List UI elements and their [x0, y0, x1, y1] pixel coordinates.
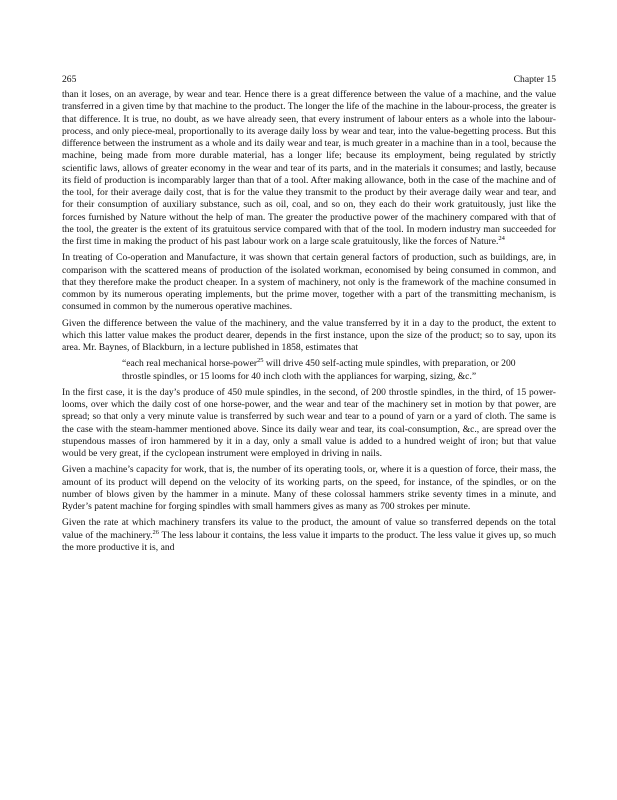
paragraph-2-text: In treating of Co-operation and Manufacture, it was shown that certain general factors of production, such as buildings, are, in comparison with the scattered means of production of the isolated workman, economised by being consumed in common, and that they therefore make the product cheaper. In a system of machinery, not only is the framework of the machine consumed in common by its numerous operating implements, but the prime mover, together with a part of the transmitting mechanism, is consumed in common by the numerous operative machines. [62, 252, 556, 313]
block-quote [62, 358, 556, 383]
paragraph-1 [62, 89, 556, 248]
page-number: 265 [62, 74, 77, 85]
paragraph-4-text: In the first case, it is the day’s produce of 450 mule spindles, in the second, of 200 throstle spindles, in the third, of 15 power-looms, over which the daily cost of one horse-power, and the wear and tear of the machinery set in motion by that power, are spread; so that only a very minute value is transferred by such wear and tear to a pound of yarn or a yard of cloth. The same is the case with the steam-hammer mentioned above. Since its daily wear and tear, its coal-consumption, &c., are spread over the stupendous masses of iron hammered by it in a day, only a small value is added to a hundred weight of iron; but that value would be very great, if the cyclopean instrument were employed in driving in nails. [62, 386, 556, 459]
footnote-ref-25[interactable]: 25 [257, 357, 264, 365]
page-header [62, 74, 556, 85]
paragraph-2 [62, 252, 556, 313]
paragraph-3-text: Given the difference between the value of the machinery, and the value transferred by it in a day to the product, the extent to which this latter value makes the product dearer, depends in the first instance, upon the size of the product; so to say, upon its area. Mr. Baynes, of Blackburn, in a lecture published in 1858, estimates that [62, 317, 556, 353]
paragraph-6-text-start: Given the rate at which machinery transfers its value to the product, the amount of value so transferred depends on the total value of the machinery. [62, 517, 556, 541]
paragraph-1-text: than it loses, on an average, by wear and tear. Hence there is a great difference between the value of a machine, and the value transferred in a given time by that machine to the product. The longer the life of the machine in the labour-process, the greater is that difference. It is true, no doubt, as we have already seen, that every instrument of labour enters as a whole into the labour-process, and only piece-meal, proportionally to its average daily loss by wear and tear, into the value-begetting process. But this difference between the instrument as a whole and its daily wear and tear, is much greater in a machine than in a tool, because the machine, being made from more durable material, has a longer life; because its employment, being regulated by strictly scientific laws, allows of greater economy in the wear and tear of its parts, and in the materials it consumes; and lastly, because its field of production is incomparably larger than that of a tool. After making allowance, both in the case of the machine and of the tool, for their average daily cost, that is for the value they transmit to the product by their average daily wear and tear, and for their consumption of auxiliary substance, such as oil, coal, and so on, they each do their work gratuitously, just like the forces furnished by Nature without the help of man. The greater the productive power of the machinery compared with that of the tool, the greater is the extent of its gratuitous service compared with that of the tool. In modern industry man succeeded for the first time in making the product of his past labour work on a large scale gratuitously, like the forces of Nature. [62, 89, 556, 247]
footnote-ref-26[interactable]: 26 [152, 528, 160, 536]
quote-text-start: “each real mechanical horse-power [122, 358, 258, 370]
book-page [62, 74, 556, 558]
paragraph-3 [62, 318, 556, 355]
paragraph-5 [62, 464, 556, 513]
paragraph-6-text-end: The less labour it contains, the less value it imparts to the product. The less value it gives up, so much the more productive it is, and [62, 529, 556, 553]
chapter-label: Chapter 15 [513, 74, 556, 85]
paragraph-6 [62, 517, 556, 554]
paragraph-4 [62, 387, 556, 461]
paragraph-5-text: Given a machine’s capacity for work, that is, the number of its operating tools, or, where it is a question of force, their mass, the amount of its product will depend on the velocity of its working parts, on the speed, for instance, of the spindles, or on the number of blows given by the hammer in a minute. Many of these colossal hammers strike seventy times in a minute, and Ryder’s patent machine for forging spindles with small hammers gives as many as 700 strokes per minute. [62, 464, 556, 512]
quote-text-end: will drive 450 self-acting mule spindles, with preparation, or 200 throstle spindles, or 15 looms for 40 inch cloth with the appliances for warping, sizing, &c.” [122, 358, 516, 382]
footnote-ref-24[interactable]: 24 [498, 234, 505, 242]
